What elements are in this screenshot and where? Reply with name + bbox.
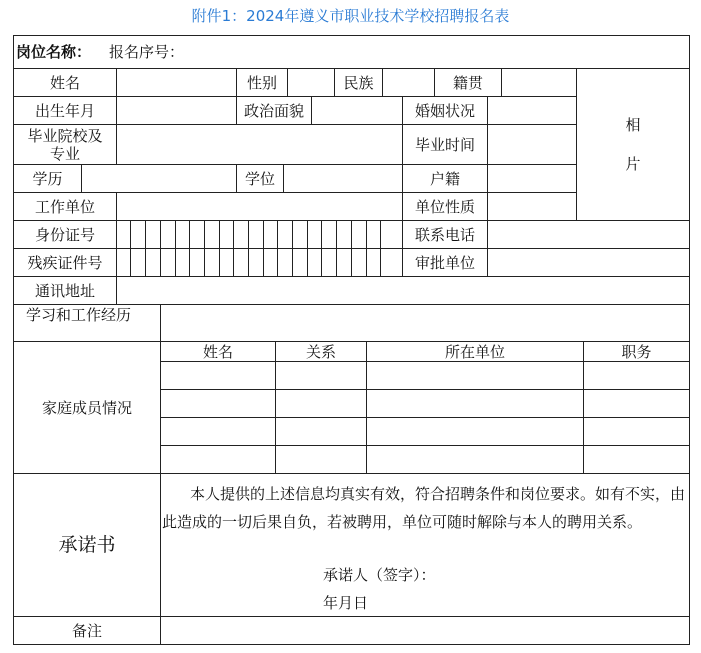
pledge-text: 本人提供的上述信息均真实有效，符合招聘条件和岗位要求。如有不实，由此造成的一切后果自负，若被聘用，单位可随时解除与本人的聘用关系。 xyxy=(162,485,686,531)
ethnicity-input[interactable] xyxy=(383,69,434,96)
marital-status-label: 婚姻状况 xyxy=(414,101,475,120)
family-row-3[interactable] xyxy=(161,418,689,445)
pledge-date-label: 年月日 xyxy=(323,594,369,612)
degree-input[interactable] xyxy=(284,165,402,192)
family-members-label: 家庭成员情况 xyxy=(41,398,132,417)
family-col-name: 姓名 xyxy=(202,342,233,361)
family-col-unit: 所在单位 xyxy=(444,342,505,361)
school-major-input[interactable] xyxy=(117,125,402,164)
name-input[interactable] xyxy=(117,69,236,96)
hukou-input[interactable] xyxy=(488,165,576,192)
photo-box[interactable] xyxy=(577,69,689,220)
phone-input[interactable] xyxy=(488,221,689,248)
name-label: 姓名 xyxy=(49,73,80,92)
degree-label: 学位 xyxy=(244,169,275,188)
table-border-top xyxy=(13,35,690,36)
education-label: 学历 xyxy=(32,169,63,188)
birth-date-input[interactable] xyxy=(117,97,236,124)
approval-unit-input[interactable] xyxy=(488,249,689,276)
photo-label-char-1: 相 xyxy=(625,116,641,134)
id-number-label: 身份证号 xyxy=(34,225,95,244)
photo-label-char-2: 片 xyxy=(625,155,641,173)
pledge-label: 承诺书 xyxy=(58,534,116,556)
table-border-bottom xyxy=(13,644,690,645)
family-row-2[interactable] xyxy=(161,390,689,417)
gender-label: 性别 xyxy=(246,73,277,92)
marital-status-input[interactable] xyxy=(488,97,576,124)
school-major-label xyxy=(14,125,116,164)
phone-label: 联系电话 xyxy=(414,225,475,244)
approval-unit-label: 审批单位 xyxy=(414,253,475,272)
family-row-1[interactable] xyxy=(161,362,689,389)
family-row-4[interactable] xyxy=(161,446,689,473)
school-major-label-line1: 毕业院校及 xyxy=(27,126,103,145)
family-col-title: 职务 xyxy=(621,342,652,361)
remarks-input[interactable] xyxy=(161,617,689,644)
signature-area[interactable] xyxy=(450,562,650,588)
position-name-label: 岗位名称： xyxy=(16,43,92,61)
disability-id-label: 残疾证件号 xyxy=(27,253,103,272)
work-unit-input[interactable] xyxy=(117,193,402,220)
graduation-time-label: 毕业时间 xyxy=(414,135,475,154)
pledge-signer-label: 承诺人（签字）： xyxy=(323,566,436,584)
work-unit-label: 工作单位 xyxy=(34,197,95,216)
native-place-label: 籍贯 xyxy=(452,73,483,92)
study-work-history-label: 学习和工作经历 xyxy=(26,306,132,324)
disability-id-digit-boxes[interactable] xyxy=(117,249,402,276)
id-number-digit-boxes[interactable] xyxy=(117,221,402,248)
graduation-time-input[interactable] xyxy=(488,125,576,164)
native-place-input[interactable] xyxy=(502,69,576,96)
ethnicity-label: 民族 xyxy=(343,73,374,92)
hukou-label: 户籍 xyxy=(429,169,460,188)
document-title: 附件1：2024年遵义市职业技术学校招聘报名表 xyxy=(191,7,510,25)
unit-nature-label: 单位性质 xyxy=(414,197,475,216)
unit-nature-input[interactable] xyxy=(488,193,576,220)
remarks-label: 备注 xyxy=(71,621,102,640)
family-col-relation: 关系 xyxy=(305,342,336,361)
address-input[interactable] xyxy=(117,277,689,304)
political-status-input[interactable] xyxy=(312,97,402,124)
school-major-label-line2: 专业 xyxy=(49,144,80,163)
political-status-label: 政治面貌 xyxy=(243,101,304,120)
education-input[interactable] xyxy=(82,165,236,192)
gender-input[interactable] xyxy=(288,69,334,96)
address-label: 通讯地址 xyxy=(34,281,95,300)
birth-date-label: 出生年月 xyxy=(34,101,95,120)
registration-number-label: 报名序号： xyxy=(109,43,185,61)
study-work-history-input[interactable] xyxy=(161,305,689,341)
table-border-right xyxy=(689,35,690,645)
